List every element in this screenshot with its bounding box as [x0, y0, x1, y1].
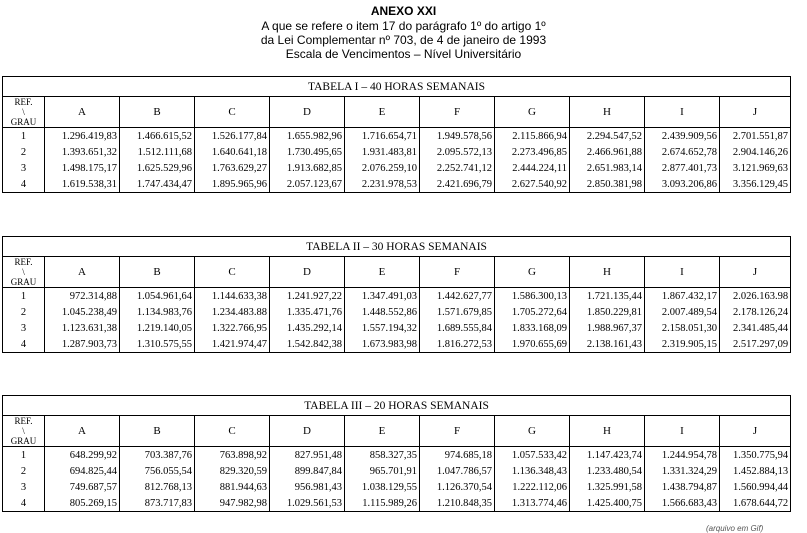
salary-cell: 2.158.051,30 [645, 320, 720, 336]
salary-cell: 1.619.538,31 [45, 176, 120, 193]
salary-cell: 2.076.259,10 [345, 160, 420, 176]
salary-cell: 3.093.206,86 [645, 176, 720, 193]
header-line-3: Escala de Vencimentos – Nível Universitário [285, 47, 522, 61]
salary-cell: 1.895.965,96 [195, 176, 270, 193]
salary-cell: 2.026.163.98 [720, 288, 791, 305]
salary-cell: 2.701.551,87 [720, 128, 791, 145]
salary-table [2, 236, 791, 353]
table-row [3, 463, 791, 479]
salary-cell: 2.178.126,24 [720, 304, 791, 320]
salary-cell: 1.393.651,32 [45, 144, 120, 160]
column-header: E [345, 97, 420, 128]
column-header: J [720, 416, 791, 447]
salary-cell: 805.269,15 [45, 495, 120, 512]
salary-cell: 947.982,98 [195, 495, 270, 512]
salary-cell: 2.252.741,12 [420, 160, 495, 176]
salary-cell: 1.716.654,71 [345, 128, 420, 145]
salary-cell: 1.310.575,55 [120, 336, 195, 353]
column-header: H [570, 97, 645, 128]
salary-table [2, 76, 791, 193]
salary-cell: 2.341.485,44 [720, 320, 791, 336]
ref-label-mid: \ [22, 426, 25, 436]
salary-cell: 1.144.633,38 [195, 288, 270, 305]
salary-cell: 2.439.909,56 [645, 128, 720, 145]
salary-cell: 899.847,84 [270, 463, 345, 479]
salary-cell: 756.055,54 [120, 463, 195, 479]
salary-cell: 1.425.400,75 [570, 495, 645, 512]
column-header: G [495, 97, 570, 128]
ref-label-top: REF. [14, 416, 33, 426]
column-header: C [195, 416, 270, 447]
salary-cell: 1.350.775,94 [720, 447, 791, 464]
salary-cell: 1.689.555,84 [420, 320, 495, 336]
column-header: D [270, 97, 345, 128]
salary-cell: 2.850.381,98 [570, 176, 645, 193]
salary-cell: 1.640.641,18 [195, 144, 270, 160]
grau-cell: 4 [3, 176, 45, 193]
salary-cell: 974.685,18 [420, 447, 495, 464]
salary-cell: 2.273.496,85 [495, 144, 570, 160]
salary-cell: 2.231.978,53 [345, 176, 420, 193]
salary-cell: 1.047.786,57 [420, 463, 495, 479]
salary-cell: 873.717,83 [120, 495, 195, 512]
table-title: TABELA II – 30 HORAS SEMANAIS [3, 237, 791, 257]
ref-grau-header [3, 416, 45, 447]
column-header: A [45, 97, 120, 128]
salary-cell: 1.435.292,14 [270, 320, 345, 336]
grau-cell: 2 [3, 463, 45, 479]
salary-cell: 2.674.652,78 [645, 144, 720, 160]
salary-cell: 2.007.489,54 [645, 304, 720, 320]
salary-cell: 1.747.434,47 [120, 176, 195, 193]
salary-cell: 1.325.991,58 [570, 479, 645, 495]
salary-cell: 2.466.961,88 [570, 144, 645, 160]
salary-cell: 1.867.432,17 [645, 288, 720, 305]
salary-cell: 1.210.848,35 [420, 495, 495, 512]
salary-cell: 1.730.495,65 [270, 144, 345, 160]
salary-cell: 1.566.683,43 [645, 495, 720, 512]
salary-cell: 1.542.842,38 [270, 336, 345, 353]
column-header: I [645, 257, 720, 288]
salary-cell: 1.466.615,52 [120, 128, 195, 145]
salary-cell: 1.970.655,69 [495, 336, 570, 353]
salary-cell: 1.123.631,38 [45, 320, 120, 336]
salary-cell: 1.241.927,22 [270, 288, 345, 305]
table-row [3, 160, 791, 176]
salary-cell: 812.768,13 [120, 479, 195, 495]
salary-cell: 1.949.578,56 [420, 128, 495, 145]
salary-cell: 2.517.297,09 [720, 336, 791, 353]
salary-cell: 2.904.146,26 [720, 144, 791, 160]
header-line-1: A que se refere o item 17 do parágrafo 1º do artigo 1º [261, 19, 546, 33]
ref-grau-header [3, 257, 45, 288]
column-header: B [120, 416, 195, 447]
salary-cell: 1.571.679,85 [420, 304, 495, 320]
salary-cell: 3.356.129,45 [720, 176, 791, 193]
column-header: C [195, 257, 270, 288]
ref-label-top: REF. [14, 257, 33, 267]
salary-cell: 2.095.572,13 [420, 144, 495, 160]
table-row [3, 128, 791, 145]
ref-label-mid: \ [22, 267, 25, 277]
header-line-2: da Lei Complementar nº 703, de 4 de janeiro de 1993 [260, 33, 547, 47]
salary-cell: 2.057.123,67 [270, 176, 345, 193]
table-row [3, 144, 791, 160]
salary-cell: 2.444.224,11 [495, 160, 570, 176]
table-row [3, 336, 791, 353]
column-header: H [570, 257, 645, 288]
table-row [3, 479, 791, 495]
salary-cell: 1.244.954,78 [645, 447, 720, 464]
ref-label-mid: \ [22, 107, 25, 117]
salary-cell: 648.299,92 [45, 447, 120, 464]
salary-cell: 1.988.967,37 [570, 320, 645, 336]
salary-cell: 1.931.483,81 [345, 144, 420, 160]
salary-cell: 1.421.974,47 [195, 336, 270, 353]
grau-cell: 2 [3, 304, 45, 320]
salary-cell: 2.138.161,43 [570, 336, 645, 353]
salary-cell: 1.673.983,98 [345, 336, 420, 353]
salary-cell: 2.319.905,15 [645, 336, 720, 353]
ref-grau-header [3, 97, 45, 128]
salary-cell: 1.335.471,76 [270, 304, 345, 320]
salary-cell: 2.651.983,14 [570, 160, 645, 176]
salary-cell: 1.233.480,54 [570, 463, 645, 479]
column-header: E [345, 416, 420, 447]
column-header: J [720, 257, 791, 288]
table-row [3, 495, 791, 512]
column-header: B [120, 97, 195, 128]
salary-cell: 1.678.644,72 [720, 495, 791, 512]
ref-label-bottom: GRAU [10, 117, 37, 127]
salary-cell: 965.701,91 [345, 463, 420, 479]
salary-cell: 1.313.774,46 [495, 495, 570, 512]
table-row [3, 320, 791, 336]
salary-cell: 827.951,48 [270, 447, 345, 464]
salary-cell: 1.029.561,53 [270, 495, 345, 512]
salary-cell: 1.038.129,55 [345, 479, 420, 495]
salary-cell: 1.347.491,03 [345, 288, 420, 305]
salary-cell: 1.913.682,85 [270, 160, 345, 176]
salary-cell: 829.320,59 [195, 463, 270, 479]
salary-cell: 1.498.175,17 [45, 160, 120, 176]
salary-cell: 1.057.533,42 [495, 447, 570, 464]
column-header: B [120, 257, 195, 288]
salary-cell: 2.294.547,52 [570, 128, 645, 145]
salary-cell: 1.234.483.88 [195, 304, 270, 320]
grau-cell: 3 [3, 320, 45, 336]
table-title: TABELA I – 40 HORAS SEMANAIS [3, 77, 791, 97]
salary-cell: 1.136.348,43 [495, 463, 570, 479]
grau-cell: 1 [3, 447, 45, 464]
salary-cell: 1.442.627,77 [420, 288, 495, 305]
column-header: A [45, 416, 120, 447]
salary-cell: 881.944,63 [195, 479, 270, 495]
table-row [3, 176, 791, 193]
salary-cell: 703.387,76 [120, 447, 195, 464]
salary-cell: 1.850.229,81 [570, 304, 645, 320]
salary-cell: 1.557.194,32 [345, 320, 420, 336]
column-header: F [420, 257, 495, 288]
salary-cell: 1.322.766,95 [195, 320, 270, 336]
ref-label-bottom: GRAU [10, 436, 37, 446]
column-header: C [195, 97, 270, 128]
salary-cell: 1.287.903,73 [45, 336, 120, 353]
grau-cell: 1 [3, 128, 45, 145]
salary-cell: 1.721.135,44 [570, 288, 645, 305]
table-row [3, 304, 791, 320]
salary-cell: 1.452.884,13 [720, 463, 791, 479]
grau-cell: 2 [3, 144, 45, 160]
salary-cell: 1.586.300,13 [495, 288, 570, 305]
column-header: E [345, 257, 420, 288]
column-header: D [270, 416, 345, 447]
salary-cell: 2.115.866,94 [495, 128, 570, 145]
column-header: I [645, 416, 720, 447]
column-header: J [720, 97, 791, 128]
salary-cell: 1.147.423,74 [570, 447, 645, 464]
ref-label-top: REF. [14, 97, 33, 107]
salary-cell: 1.816.272,53 [420, 336, 495, 353]
salary-cell: 1.438.794,87 [645, 479, 720, 495]
salary-cell: 1.115.989,26 [345, 495, 420, 512]
salary-cell: 694.825,44 [45, 463, 120, 479]
annex-title: ANEXO XXI [370, 4, 437, 18]
salary-cell: 3.121.969,63 [720, 160, 791, 176]
grau-cell: 3 [3, 160, 45, 176]
column-header: D [270, 257, 345, 288]
salary-cell: 1.222.112,06 [495, 479, 570, 495]
ref-label-bottom: GRAU [10, 277, 37, 287]
salary-table [2, 395, 791, 512]
salary-cell: 1.655.982,96 [270, 128, 345, 145]
column-header: G [495, 416, 570, 447]
salary-cell: 858.327,35 [345, 447, 420, 464]
salary-cell: 1.512.111,68 [120, 144, 195, 160]
salary-cell: 1.054.961,64 [120, 288, 195, 305]
salary-cell: 972.314,88 [45, 288, 120, 305]
salary-cell: 956.981,43 [270, 479, 345, 495]
salary-cell: 1.705.272,64 [495, 304, 570, 320]
table-title: TABELA III – 20 HORAS SEMANAIS [3, 396, 791, 416]
column-header: G [495, 257, 570, 288]
salary-cell: 1.763.629,27 [195, 160, 270, 176]
salary-cell: 1.833.168,09 [495, 320, 570, 336]
footer-note: (arquivo em Gif) [706, 524, 764, 533]
salary-cell: 1.625.529,96 [120, 160, 195, 176]
grau-cell: 4 [3, 495, 45, 512]
column-header: I [645, 97, 720, 128]
grau-cell: 3 [3, 479, 45, 495]
salary-cell: 763.898,92 [195, 447, 270, 464]
salary-cell: 1.448.552,86 [345, 304, 420, 320]
column-header: F [420, 416, 495, 447]
salary-cell: 1.331.324,29 [645, 463, 720, 479]
salary-cell: 1.219.140,05 [120, 320, 195, 336]
column-header: F [420, 97, 495, 128]
salary-cell: 1.296.419,83 [45, 128, 120, 145]
grau-cell: 1 [3, 288, 45, 305]
salary-cell: 1.045.238,49 [45, 304, 120, 320]
salary-cell: 2.421.696,79 [420, 176, 495, 193]
column-header: A [45, 257, 120, 288]
salary-cell: 2.627.540,92 [495, 176, 570, 193]
salary-cell: 1.126.370,54 [420, 479, 495, 495]
salary-cell: 1.526.177,84 [195, 128, 270, 145]
grau-cell: 4 [3, 336, 45, 353]
salary-cell: 1.560.994,44 [720, 479, 791, 495]
column-header: H [570, 416, 645, 447]
salary-cell: 749.687,57 [45, 479, 120, 495]
table-row [3, 288, 791, 305]
salary-cell: 2.877.401,73 [645, 160, 720, 176]
salary-cell: 1.134.983,76 [120, 304, 195, 320]
table-row [3, 447, 791, 464]
